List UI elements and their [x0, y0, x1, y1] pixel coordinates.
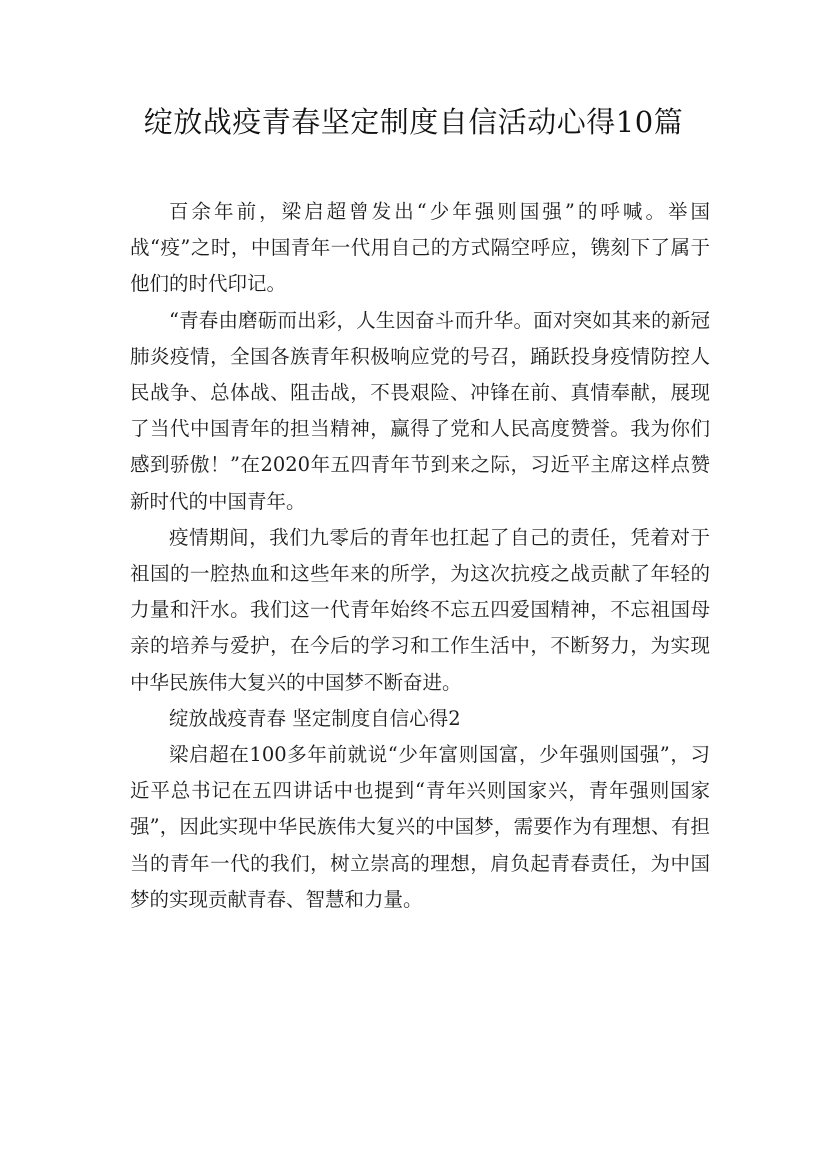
paragraph-4: 梁启超在100多年前就说“少年富则国富，少年强则国强”，习近平总书记在五四讲话中也提到“青年兴则国家兴，青年强则国家强”，因此实现中华民族伟大复兴的中国梦，需要作为有理想、有担当的青年一代的我们，树立崇高的理想，肩负起青春责任，为中国梦的实现贡献青春、智慧和力量。 [130, 743, 710, 911]
document-title: 绽放战疫青春坚定制度自信活动心得10篇 [143, 105, 684, 139]
paragraph-3: 疫情期间，我们九零后的青年也扛起了自己的责任，凭着对于祖国的一腔热血和这些年来的所学，为这次抗疫之战贡献了年轻的力量和汗水。我们这一代青年始终不忘五四爱国精神，不忘祖国母亲的培养与爱护，在今后的学习和工作生活中，不断努力，为实现中华民族伟大复兴的中国梦不断奋进。 [130, 525, 710, 694]
paragraph-2: “青春由磨砺而出彩，人生因奋斗而升华。面对突如其来的新冠肺炎疫情，全国各族青年积极响应党的号召，踊跃投身疫情防控人民战争、总体战、阻击战，不畏艰险、冲锋在前、真情奉献，展现了当代中国青年的担当精神，赢得了党和人民高度赞誉。我为你们感到骄傲！”在2020年五四青年节到来之际，习近平主席这样点赞新时代的中国青年。 [130, 308, 710, 513]
document-body [130, 194, 710, 918]
paragraph-1: 百余年前，梁启超曾发出“少年强则国强”的呼喊。举国战“疫”之时，中国青年一代用自己的方式隔空呼应，镌刻下了属于他们的时代印记。 [130, 200, 710, 296]
section-heading-2: 绽放战疫青春 坚定制度自信心得2 [169, 706, 461, 730]
